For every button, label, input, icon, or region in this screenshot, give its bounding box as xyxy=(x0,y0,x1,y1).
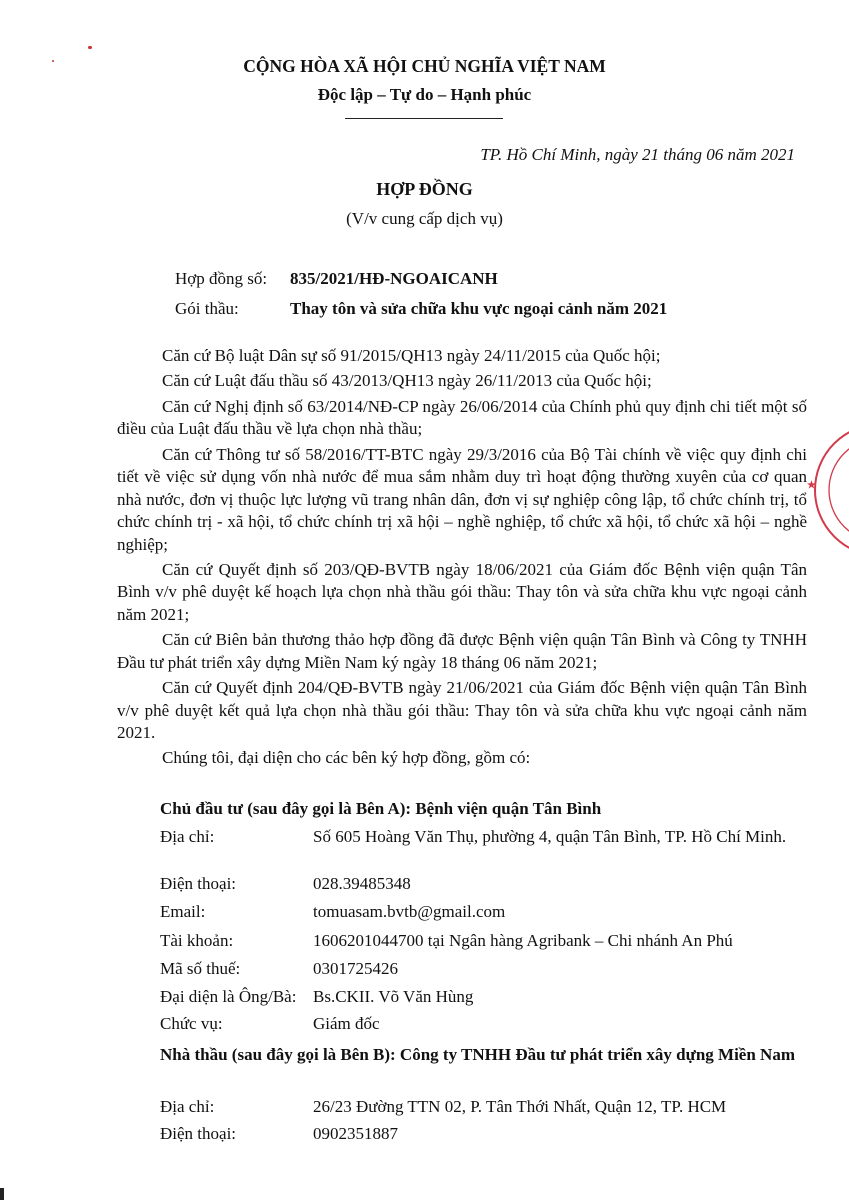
legal-grounds xyxy=(117,345,807,773)
contract-number-value: 835/2021/HĐ-NGOAICANH xyxy=(290,269,498,288)
field-value: Bs.CKII. Võ Văn Hùng xyxy=(313,987,474,1006)
field-value: Giám đốc xyxy=(313,1014,380,1033)
field-value: 0301725426 xyxy=(313,959,398,978)
contract-number-line xyxy=(175,268,498,290)
field-label: Địa chỉ: xyxy=(160,1097,215,1116)
field-label: Chức vụ: xyxy=(160,1014,223,1033)
stamp-star: ★ xyxy=(807,480,816,491)
field-label: Email: xyxy=(160,902,206,921)
field-value: 26/23 Đường TTN 02, P. Tân Thới Nhất, Quận 12, TP. HCM xyxy=(313,1097,727,1116)
document-title: HỢP ĐỒNG xyxy=(376,179,473,199)
ground-item: Căn cứ Biên bản thương thảo hợp đồng đã được Bệnh viện quận Tân Bình và Công ty TNHH Đầu tư phát triển xây dựng Miền Nam ký ngày 18 tháng 06 năm 2021; xyxy=(117,630,807,672)
ground-item: Căn cứ Quyết định 204/QĐ-BVTB ngày 21/06/2021 của Giám đốc Bệnh viện quận Tân Bình v/v phê duyệt kết quả lựa chọn nhà thầu gói thầu: Thay tôn và sửa chữa khu vực ngoại cảnh năm 2021. xyxy=(117,678,807,742)
package-line xyxy=(175,298,667,320)
package-label: Gói thầu: xyxy=(175,299,239,318)
field-label: Tài khoản: xyxy=(160,931,234,950)
field-label: Địa chỉ: xyxy=(160,827,215,846)
field-value: Số 605 Hoàng Văn Thụ, phường 4, quận Tân Bình, TP. Hồ Chí Minh. xyxy=(313,827,787,846)
nation-heading: CỘNG HÒA XÃ HỘI CHỦ NGHĨA VIỆT NAM xyxy=(243,56,606,76)
party-b-heading: Nhà thầu (sau đây gọi là Bên B): Công ty TNHH Đầu tư phát triển xây dựng Miền Nam xyxy=(160,1045,795,1064)
contract-number-label: Hợp đồng số: xyxy=(175,269,268,288)
motto-underline xyxy=(345,118,503,119)
document-subtitle: (V/v cung cấp dịch vụ) xyxy=(346,209,503,228)
ground-item: Căn cứ Bộ luật Dân sự số 91/2015/QH13 ngày 24/11/2015 của Quốc hội; xyxy=(162,346,661,365)
stamp-outer-ring xyxy=(815,424,849,556)
field-value: tomuasam.bvtb@gmail.com xyxy=(313,902,506,921)
ground-item: Căn cứ Nghị định số 63/2014/NĐ-CP ngày 26/06/2014 của Chính phủ quy định chi tiết một số điều của Luật đấu thầu về lựa chọn nhà thầu; xyxy=(117,396,807,439)
parties-intro: Chúng tôi, đại diện cho các bên ký hợp đồng, gồm có: xyxy=(162,748,531,768)
field-label: Điện thoại: xyxy=(160,1124,237,1143)
ink-speck xyxy=(88,46,92,49)
field-label: Điện thoại: xyxy=(160,874,237,893)
place-date: TP. Hồ Chí Minh, ngày 21 tháng 06 năm 2021 xyxy=(480,145,795,164)
stamp-inner-ring xyxy=(829,438,849,542)
field-value: 1606201044700 tại Ngân hàng Agribank – Chi nhánh An Phú xyxy=(313,931,733,950)
scan-edge-mark xyxy=(0,1188,4,1200)
party-a-heading: Chủ đầu tư (sau đây gọi là Bên A): Bệnh viện quận Tân Bình xyxy=(160,799,602,818)
ground-item: Căn cứ Thông tư số 58/2016/TT-BTC ngày 29/3/2016 của Bộ Tài chính về việc quy định chi tiết về việc sử dụng vốn nhà nước để mua sắm nhằm duy trì hoạt động thường xuyên của cơ quan nhà nước, đơn vị thuộc lực lượng vũ trang nhân dân, đơn vị sự nghiệp công lập, tổ chức chính trị, tổ chức chính trị - xã hội, tổ chức chính trị xã hội – nghề nghiệp, tổ chức xã hội, tổ chức xã hội – nghề nghiệp; xyxy=(117,444,807,554)
package-value: Thay tôn và sửa chữa khu vực ngoại cảnh năm 2021 xyxy=(290,299,668,318)
field-value: 028.39485348 xyxy=(313,874,411,893)
field-label: Mã số thuế: xyxy=(160,959,241,978)
company-stamp xyxy=(799,420,849,560)
ground-item: Căn cứ Quyết định số 203/QĐ-BVTB ngày 18/06/2021 của Giám đốc Bệnh viện quận Tân Bình v/v phê duyệt kế hoạch lựa chọn nhà thầu gói thầu: Thay tôn và sửa chữa khu vực ngoại cảnh năm 2021; xyxy=(117,559,807,624)
field-value: 0902351887 xyxy=(313,1124,398,1143)
ground-item: Căn cứ Luật đấu thầu số 43/2013/QH13 ngày 26/11/2013 của Quốc hội; xyxy=(162,371,652,391)
field-label: Đại diện là Ông/Bà: xyxy=(160,987,297,1006)
national-motto: Độc lập – Tự do – Hạnh phúc xyxy=(317,85,532,104)
